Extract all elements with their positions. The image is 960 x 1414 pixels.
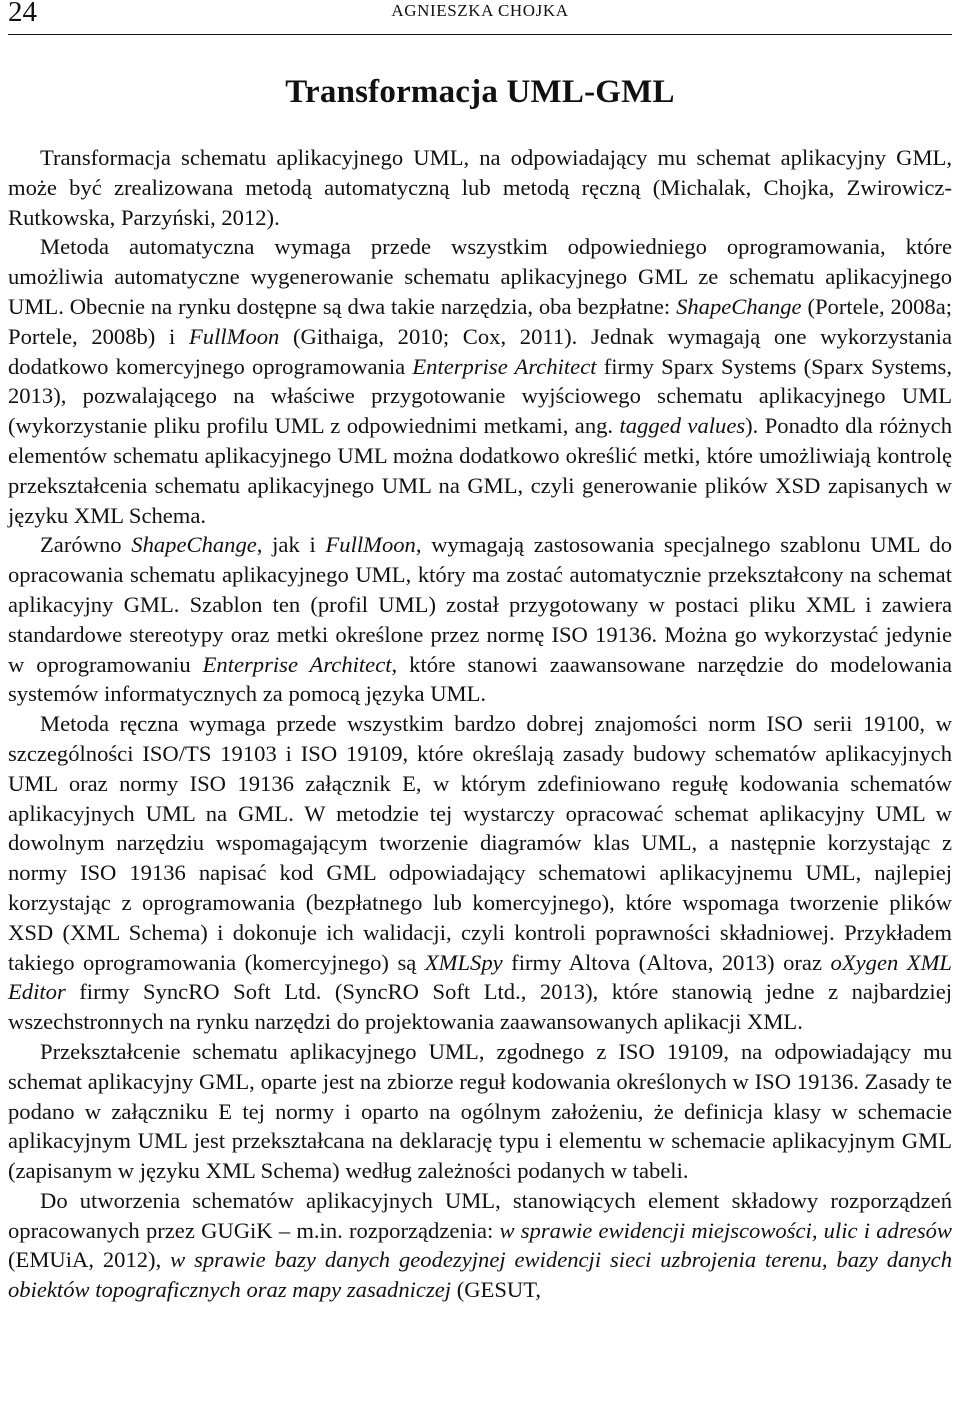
section-title: Transformacja UML-GML <box>285 74 675 110</box>
body-text <box>8 143 952 1305</box>
text-run: firmy Sparx Systems (Sparx Systems, 2013), pozwalającego na właściwe przygotowanie wyjściowego schematu aplikacyjnego UML (wykorzystanie pliku profilu UML z odpowiednimi metkami, ang. <box>8 353 952 439</box>
italic-text: FullMoon <box>325 532 416 558</box>
page-header <box>8 0 952 35</box>
text-run: (Portele, 2008a; Portele, 2008b) i <box>8 293 952 349</box>
italic-text: w sprawie bazy danych geodezyjnej ewidencji sieci uzbrojenia terenu, bazy danych obiektów topograficznych oraz mapy zasadniczej <box>8 1247 952 1303</box>
text-run: ). Ponadto dla różnych elementów schematu aplikacyjnego UML można dodatkowo określić metki, które umożliwiają kontrolę przekształcenia schematu aplikacyjnego UML na GML, czyli generowanie plików XSD zapisanych w języku XML Schema. <box>8 413 953 528</box>
italic-text: XMLSpy <box>424 949 503 975</box>
text-run: Metoda ręczna wymaga przede wszystkim bardzo dobrej znajomości norm ISO serii 19100, w szczególności ISO/TS 19103 i ISO 19109, które określają zasady budowy schematów aplikacyjnych UML oraz normy ISO 19136 załącznik E, w którym zdefiniowano regułę kodowania schematów aplikacyjnych UML na GML. W metodzie tej wystarczy opracować schemat aplikacyjny UML w dowolnym narzędziu wspomagającym tworzenie diagramów klas UML, a następnie korzystając z normy ISO 19136 napisać kod GML odpowiadający schematowi aplikacyjnemu UML, najlepiej korzystając z oprogramowania (bezpłatnego lub komercyjnego), które wspomaga tworzenie plików XSD (XML Schema) i dokonuje ich walidacji, czyli kontroli poprawności składniowej. Przykładem takiego oprogramowania (komercyjnego) są <box>8 711 952 975</box>
running-head-author: AGNIESZKA CHOJKA <box>391 1 569 20</box>
text-run: Transformacja schematu aplikacyjnego UML, na odpowiadający mu schemat aplikacyjny GML, może być zrealizowana metodą automatyczną lub metodą ręczną (Michalak, Chojka, Zwirowicz-Rutkowska, Parzyński, 2012). <box>8 145 952 230</box>
paragraph <box>8 143 952 232</box>
italic-text: ShapeChange <box>676 293 802 319</box>
paragraph <box>8 1186 952 1305</box>
text-run: firmy SyncRO Soft Ltd. (SyncRO Soft Ltd., 2013), które stanowią jedne z najbardziej wszechstronnych na rynku narzędzi do projektowania zaawansowanych aplikacji XML. <box>8 979 952 1035</box>
paragraph <box>8 232 952 530</box>
italic-text: FullMoon <box>188 323 280 349</box>
text-run: Metoda automatyczna wymaga przede wszystkim odpowiedniego oprogramowania, które umożliwia automatyczne wygenerowanie schematu aplikacyjnego GML ze schematu aplikacyjnego UML. Obecnie na rynku dostępne są dwa takie narzędzia, oba bezpłatne: <box>8 234 952 319</box>
paragraph <box>8 530 952 709</box>
italic-text: ShapeChange <box>131 532 257 558</box>
page-number: 24 <box>8 0 37 28</box>
italic-text: tagged values <box>619 413 746 439</box>
text-run: firmy Altova (Altova, 2013) oraz <box>502 949 831 975</box>
text-run: Do utworzenia schematów aplikacyjnych UML, stanowiących element składowy rozporządzeń opracowanych przez GUGiK – m.in. rozporządzenia: <box>8 1187 952 1243</box>
text-run: Przekształcenie schematu aplikacyjnego UML, zgodnego z ISO 19109, na odpowiadający mu schemat aplikacyjny GML, oparte jest na zbiorze reguł kodowania określonych w ISO 19136. Zasady te podano w załączniku E tej normy i oparto na ogólnym założeniu, że definicja klasy w schemacie aplikacyjnym UML jest przekształcana na deklarację typu i elementu w schemacie aplikacyjnym GML (zapisanym w języku XML Schema) według zależności podanych w tabeli. <box>8 1038 952 1184</box>
text-run: , jak i <box>256 532 326 558</box>
italic-text: Enterprise Architect <box>202 651 392 677</box>
paragraph <box>8 1037 952 1186</box>
text-run: , które stanowi zaawansowane narzędzie do modelowania systemów informatycznych za pomocą języka UML. <box>8 651 953 707</box>
text-run: Zarówno <box>40 532 132 558</box>
italic-text: Enterprise Architect <box>412 353 597 379</box>
text-run: , wymagają zastosowania specjalnego szablonu UML do opracowania schematu aplikacyjnego UML, który ma zostać automatycznie przekształcony na schemat aplikacyjny GML. Szablon ten (profil UML) został przygotowany w postaci pliku XML i zawiera standardowe stereotypy oraz metki określone przez normę ISO 19136. Można go wykorzystać jedynie w oprogramowaniu <box>8 532 952 677</box>
italic-text: w sprawie ewidencji miejscowości, ulic i adresów <box>499 1217 952 1243</box>
paragraph <box>8 709 952 1037</box>
italic-text: oXygen XML Editor <box>8 949 952 1005</box>
text-run: (EMUiA, 2012), <box>8 1247 171 1273</box>
text-run: (Githaiga, 2010; Cox, 2011). Jednak wymagają one wykorzystania dodatkowo komercyjnego oprogramowania <box>8 323 952 379</box>
text-run: (GESUT, <box>451 1277 541 1303</box>
